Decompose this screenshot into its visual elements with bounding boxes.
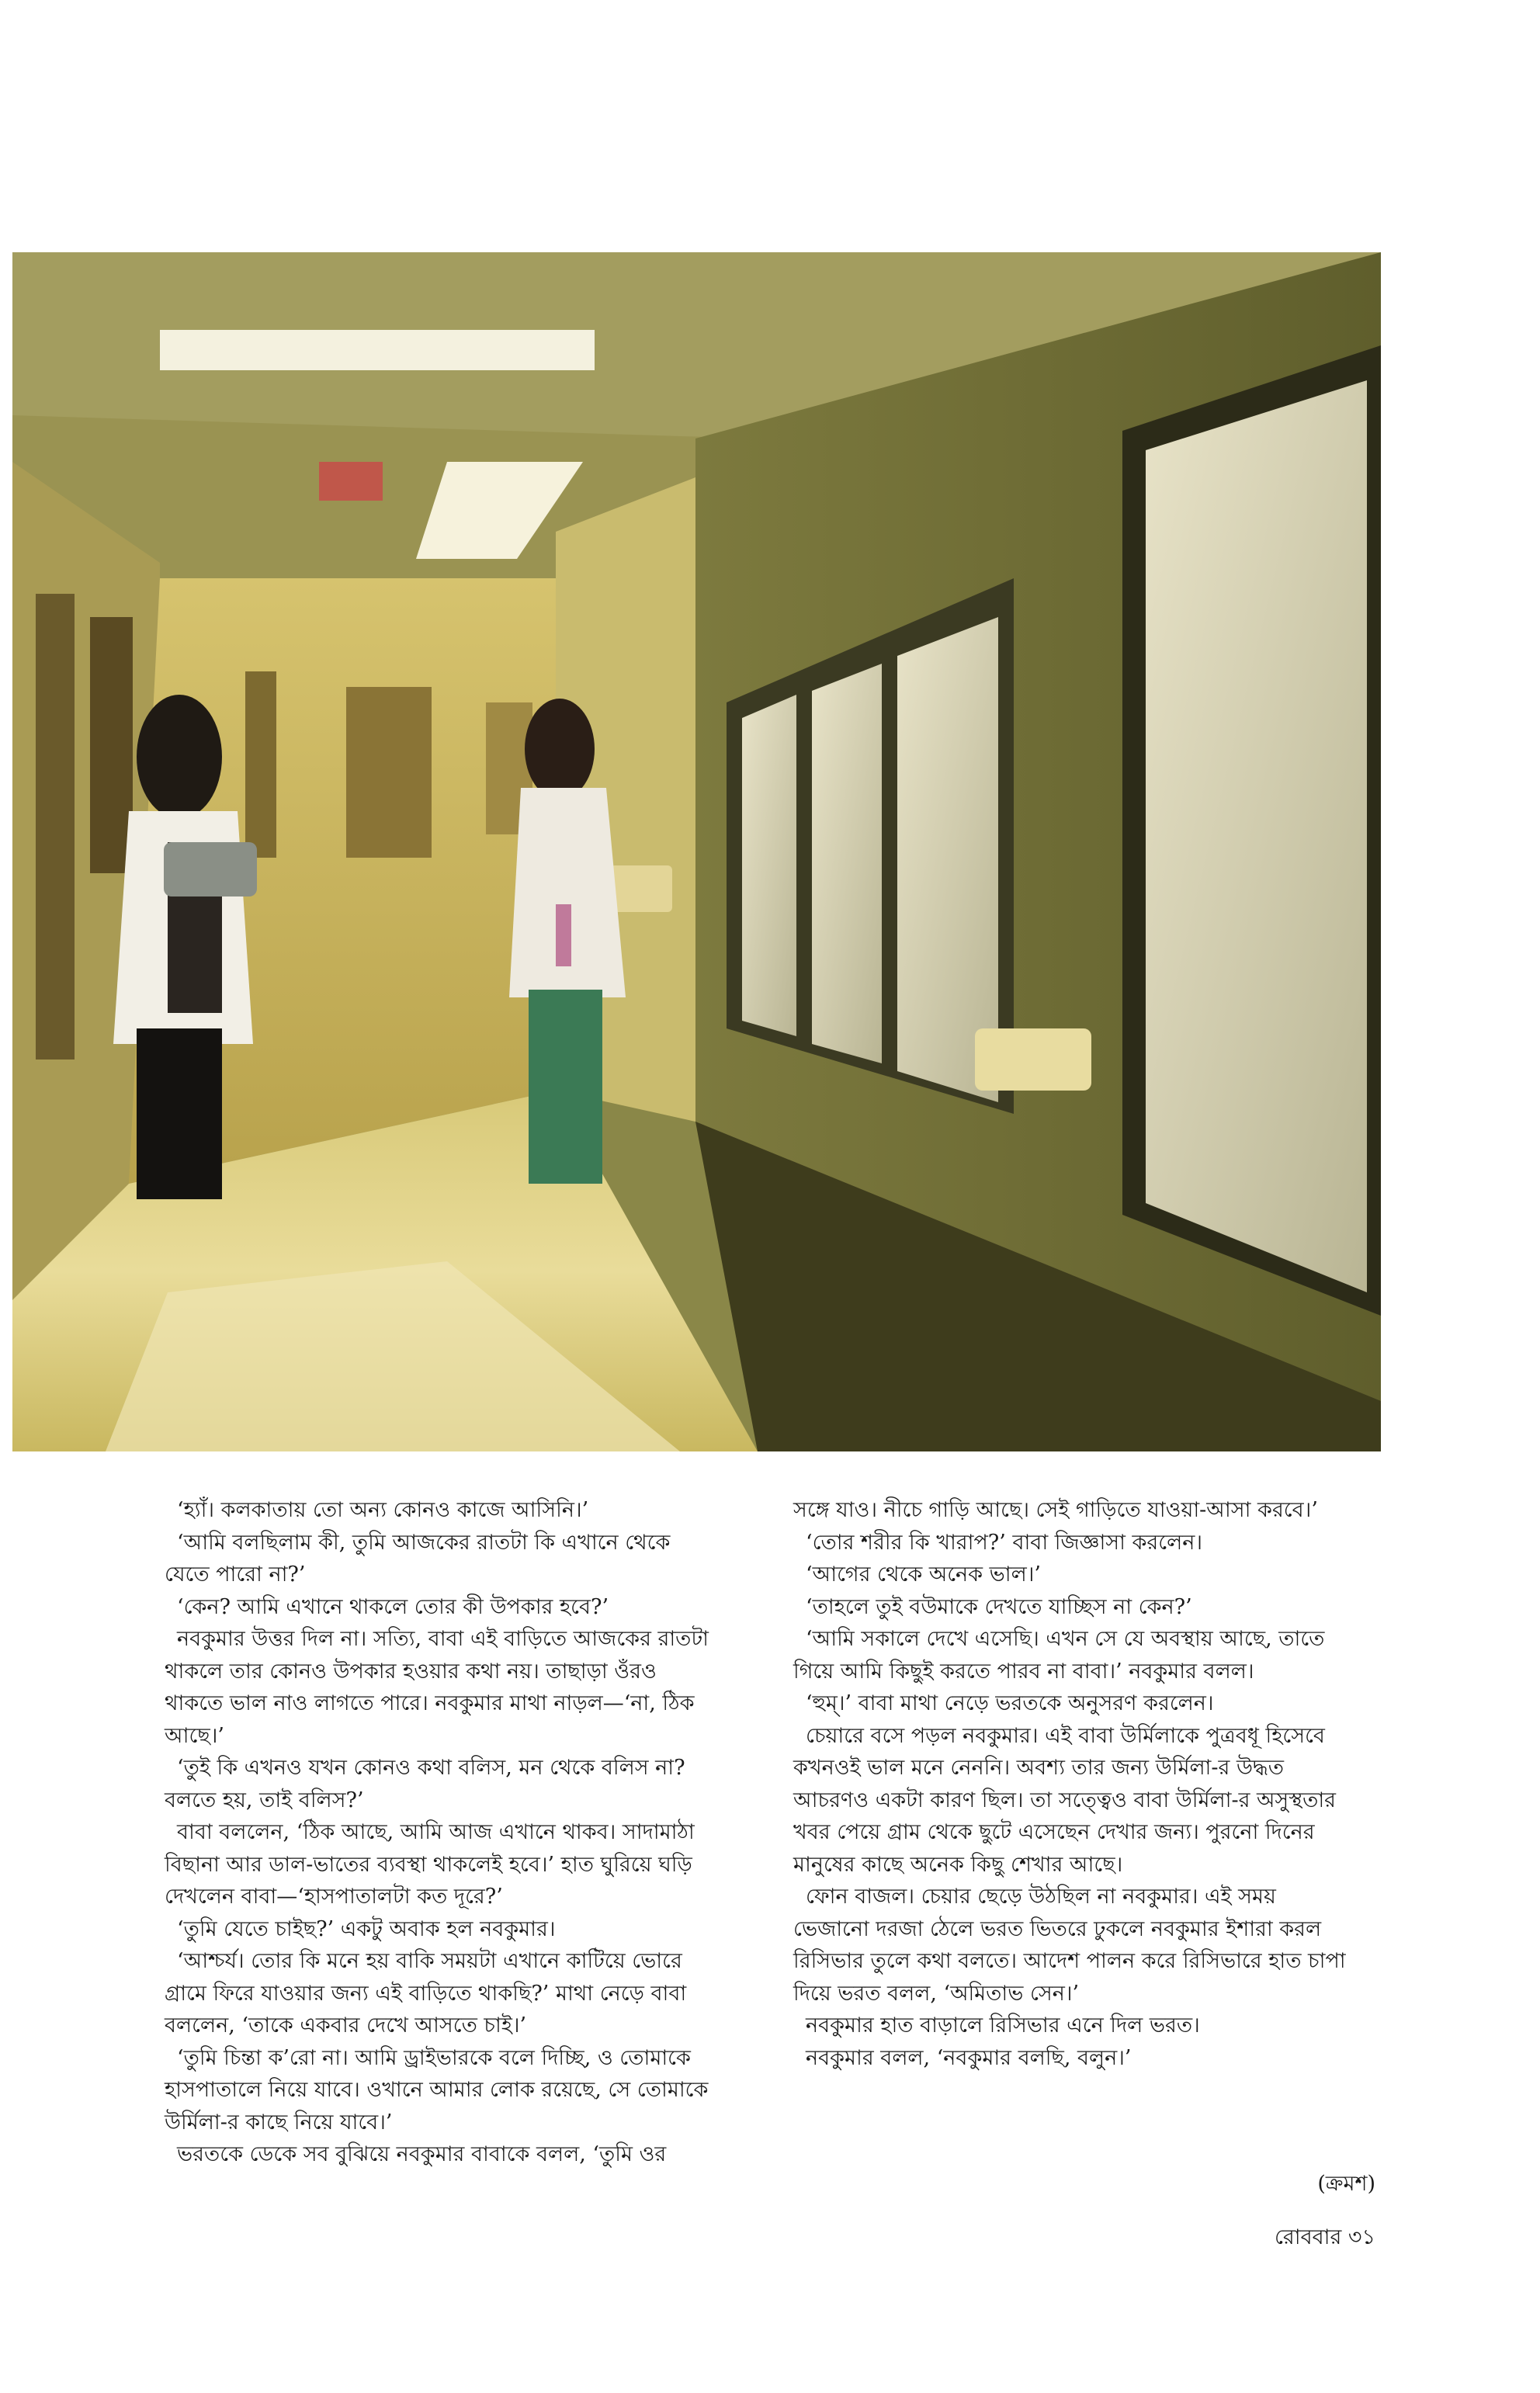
paragraph: নবকুমার উত্তর দিল না। সত্যি, বাবা এই বাড়িতে আজকের রাতটা থাকলে তার কোনও উপকার হওয়ার কথা নয়। তাছাড়া ওঁরও থাকতে ভাল নাও লাগতে পারে। নবকুমার মাথা নাড়ল—‘না, ঠিক আছে।’: [165, 1627, 709, 1748]
to-be-continued-label: (ক্রমশ): [1317, 2172, 1375, 2196]
paragraph: ‘কেন? আমি এখানে থাকলে তোর কী উপকার হবে?’: [177, 1594, 609, 1619]
paragraph: ‘তোর শরীর কি খারাপ?’ বাবা জিজ্ঞাসা করলেন।: [806, 1530, 1203, 1555]
paragraph: নবকুমার বলল, ‘নবকুমার বলছি, বলুন।’: [806, 2045, 1132, 2070]
paragraph: ‘হ্যাঁ। কলকাতায় তো অন্য কোনও কাজে আসিনি।’: [177, 1498, 589, 1522]
paragraph: ‘আমি সকালে দেখে এসেছি। এখন সে যে অবস্থায় আছে, তাতে গিয়ে আমি কিছুই করতে পারব না বাবা।’ নবকুমার বলল।: [793, 1627, 1325, 1684]
page-folio: রোববার ৩১: [1274, 2225, 1375, 2249]
story-text-right-column: [793, 1494, 1348, 2074]
paragraph: নবকুমার হাত বাড়ালে রিসিভার এনে দিল ভরত।: [806, 2013, 1200, 2038]
ceiling-light: [160, 330, 595, 370]
paragraph: ‘তুই কি এখনও যখন কোনও কথা বলিস, মন থেকে বলিস না? বলতে হয়, তাই বলিস?’: [165, 1756, 685, 1812]
paragraph: ‘হুম্।’ বাবা মাথা নেড়ে ভরতকে অনুসরণ করলেন।: [806, 1691, 1214, 1715]
paragraph: চেয়ারে বসে পড়ল নবকুমার। এই বাবা উর্মিলাকে পুত্রবধূ হিসেবে কখনওই ভাল মনে নেননি। অবশ্য তার জন্য উর্মিলা-র উদ্ধত আচরণও একটা কারণ ছিল। তা সত্ত্বেও বাবা উর্মিলা-র অসুস্থতার খবর পেয়ে গ্রাম থেকে ছুটে এসেছেন দেখার জন্য। পুরনো দিনের মানুষের কাছে অনেক কিছু শেখার আছে।: [793, 1723, 1337, 1877]
paragraph: ‘তুমি যেতে চাইছ?’ একটু অবাক হল নবকুমার।: [177, 1916, 556, 1941]
hospital-corridor-illustration: [12, 252, 1381, 1451]
corridor-painting: [12, 252, 1381, 1451]
paragraph: ‘তাহলে তুই বউমাকে দেখতে যাচ্ছিস না কেন?’: [806, 1594, 1192, 1619]
paragraph: ‘তুমি চিন্তা ক’রো না। আমি ড্রাইভারকে বলে দিচ্ছি, ও তোমাকে হাসপাতালে নিয়ে যাবে। ওখানে আমার লোক রয়েছে, সে তোমাকে উর্মিলা-র কাছে নিয়ে যাবে।’: [165, 2045, 709, 2135]
paragraph: সঙ্গে যাও। নীচে গাড়ি আছে। সেই গাড়িতে যাওয়া-আসা করবে।’: [793, 1498, 1318, 1522]
paragraph: ভরতকে ডেকে সব বুঝিয়ে নবকুমার বাবাকে বলল, ‘তুমি ওর: [177, 2142, 667, 2166]
paragraph: ‘আশ্চর্য। তোর কি মনে হয় বাকি সময়টা এখানে কাটিয়ে ভোরে গ্রামে ফিরে যাওয়ার জন্য এই বাড়িতে থাকছি?’ মাথা নেড়ে বাবা বললেন, ‘তাকে একবার দেখে আসতে চাই।’: [165, 1949, 687, 2038]
paragraph: ফোন বাজল। চেয়ার ছেড়ে উঠছিল না নবকুমার। এই সময় ভেজানো দরজা ঠেলে ভরত ভিতরে ঢুকলে নবকুমার ইশারা করল রিসিভার তুলে কথা বলতে। আদেশ পালন করে রিসিভারে হাত চাপা দিয়ে ভরত বলল, ‘অমিতাভ সেন।’: [793, 1885, 1346, 2006]
paragraph: ‘আমি বলছিলাম কী, তুমি আজকের রাতটা কি এখানে থেকে যেতে পারো না?’: [165, 1530, 671, 1587]
paragraph: ‘আগের থেকে অনেক ভাল।’: [806, 1562, 1041, 1587]
story-text-left-column: [165, 1494, 720, 2171]
paragraph: বাবা বললেন, ‘ঠিক আছে, আমি আজ এখানে থাকব। সাদামাঠা বিছানা আর ডাল-ভাতের ব্যবস্থা থাকলেই হবে।’ হাত ঘুরিয়ে ঘড়ি দেখলেন বাবা—‘হাসপাতালটা কত দূরে?’: [165, 1820, 695, 1909]
